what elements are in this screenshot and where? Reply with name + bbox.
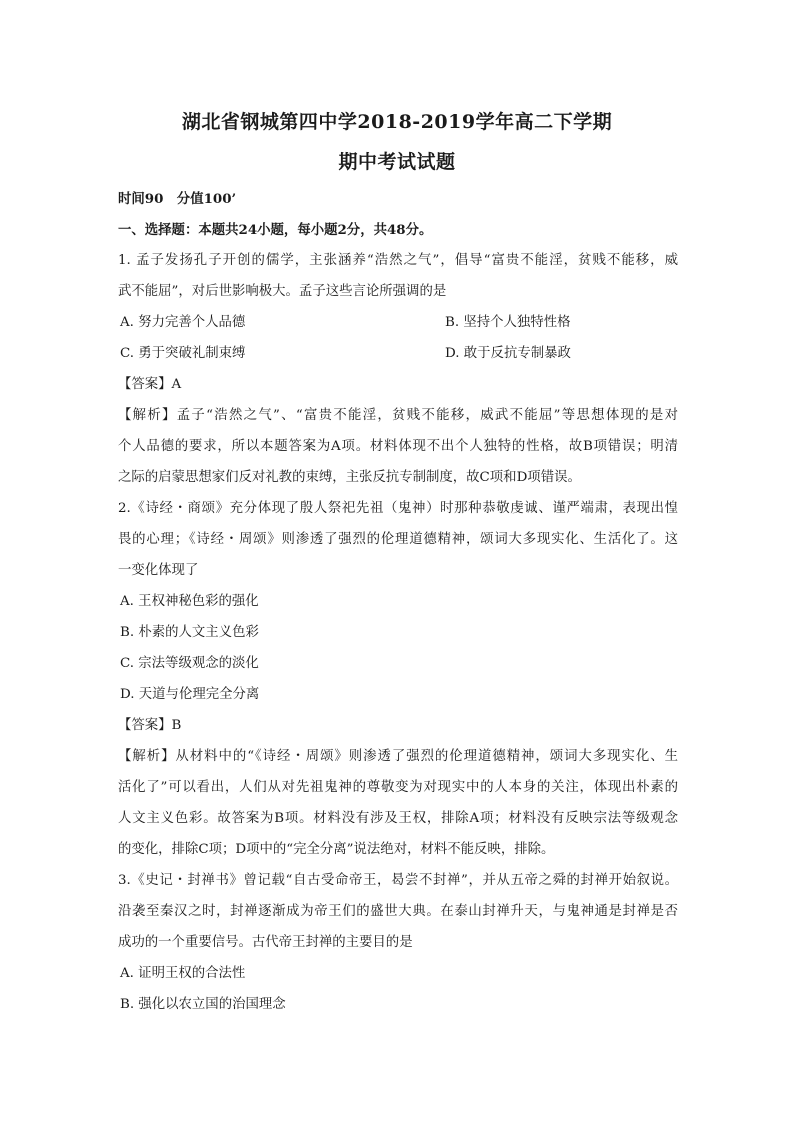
option-a: A. 证明王权的合法性: [120, 966, 246, 981]
question-stem-line: 3.《史记・封禅书》曾记载“自古受命帝王，曷尝不封禅”，并从五帝之舜的封禅开始叙说。: [118, 873, 678, 888]
question-1: [118, 250, 678, 498]
analysis-line: 活化了”可以看出，人们从对先祖鬼神的尊敬变为对现实中的人本身的关注，体现出朴素的: [118, 780, 678, 795]
option-row: [118, 343, 678, 374]
question-2: [118, 498, 678, 870]
exam-title-line1: 湖北省钢城第四中学2018-2019学年高二下学期: [181, 111, 613, 133]
analysis-line: 【解析】孟子“浩然之气”、“富贵不能淫，贫贱不能移，威武不能屈”等思想体现的是对: [118, 408, 678, 423]
option-b: B. 朴素的人文主义色彩: [120, 625, 259, 640]
option-b: B. 坚持个人独特性格: [445, 315, 571, 330]
option-row: [118, 312, 678, 343]
option-d: D. 天道与伦理完全分离: [120, 687, 260, 702]
option-b: B. 强化以农立国的治国理念: [120, 997, 286, 1012]
analysis-line: 个人品德的要求，所以本题答案为A项。材料体现不出个人独特的性格，故B项错误；明清: [118, 439, 678, 454]
option-c: C. 宗法等级观念的淡化: [120, 656, 259, 671]
analysis-line: 人文主义色彩。故答案为B项。材料没有涉及王权，排除A项；材料没有反映宗法等级观念: [118, 811, 678, 826]
option-d: D. 敢于反抗专制暴政: [445, 346, 571, 361]
question-stem-line: 沿袭至秦汉之时，封禅逐渐成为帝王们的盛世大典。在泰山封禅升天，与鬼神通是封禅是否: [118, 904, 678, 919]
question-stem-line: 成功的一个重要信号。古代帝王封禅的主要目的是: [118, 935, 413, 950]
question-3: [118, 870, 678, 1025]
option-c: C. 勇于突破礼制束缚: [120, 346, 246, 361]
analysis-line: 之际的启蒙思想家们反对礼教的束缚，主张反抗专制制度，故C项和D项错误。: [118, 470, 581, 485]
question-stem-line: 1. 孟子发扬孔子开创的儒学，主张涵养“浩然之气”，倡导“富贵不能淫，贫贱不能移，威: [118, 253, 678, 268]
option-a: A. 努力完善个人品德: [120, 315, 246, 330]
question-stem-line: 2.《诗经・商颂》充分体现了殷人祭祀先祖（鬼神）时那种恭敬虔诚、谨严端肃，表现出惶: [118, 501, 678, 516]
analysis-line: 【解析】从材料中的“《诗经・周颂》则渗透了强烈的伦理道德精神，颂词大多现实化、生: [118, 749, 678, 764]
exam-time-score: 时间90 分值100’: [118, 191, 237, 207]
option-a: A. 王权神秘色彩的强化: [120, 594, 259, 609]
answer-line: 【答案】A: [118, 377, 182, 392]
analysis-line: 的变化，排除C项；D项中的“完全分离”说法绝对，材料不能反映，排除。: [118, 842, 555, 857]
question-stem-line: 畏的心理；《诗经・周颂》则渗透了强烈的伦理道德精神，颂词大多现实化、生活化了。这: [118, 532, 678, 547]
question-stem-line: 武不能屈”，对后世影响极大。孟子这些言论所强调的是: [118, 284, 447, 299]
exam-content: [118, 188, 678, 1025]
exam-title-line2: 期中考试试题: [338, 151, 456, 173]
question-stem-line: 一变化体现了: [118, 563, 199, 578]
answer-line: 【答案】B: [118, 718, 182, 733]
section-heading: 一、选择题：本题共24小题，每小题2分，共48分。: [118, 222, 433, 238]
